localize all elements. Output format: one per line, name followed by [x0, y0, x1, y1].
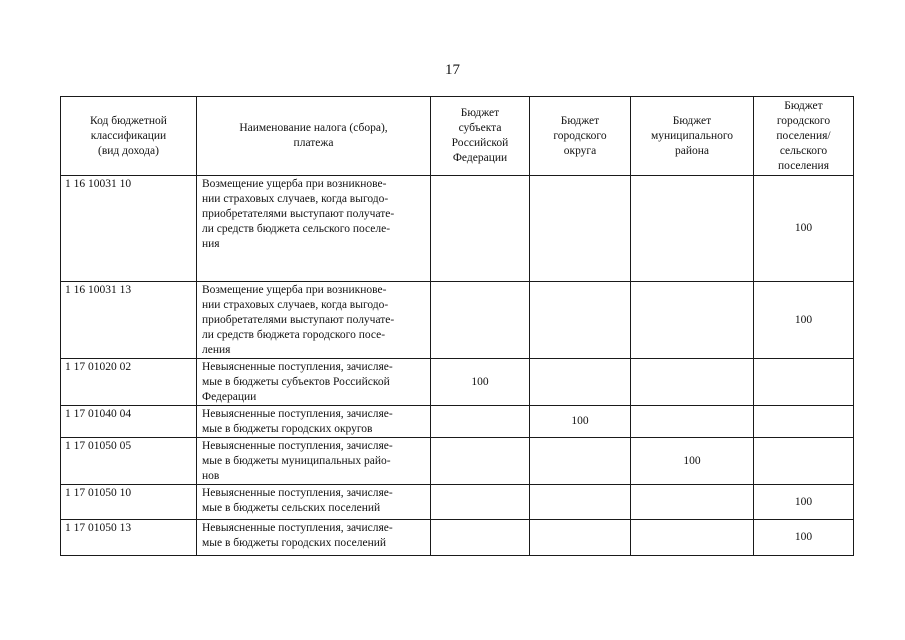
row-name: Невыясненные поступления, зачисляе- мые в бюджеты городских округов — [197, 406, 431, 438]
row-municipal-district-value: 100 — [631, 438, 754, 485]
table-row — [61, 359, 854, 406]
page-number: 17 — [445, 62, 460, 78]
row-municipal-district-value — [631, 520, 754, 556]
row-city-district-value — [530, 485, 631, 520]
row-municipal-district-value — [631, 485, 754, 520]
header-city-district-budget: Бюджет городского округа — [530, 97, 631, 176]
row-settlement-value — [754, 406, 854, 438]
row-settlement-value — [754, 359, 854, 406]
row-name: Возмещение ущерба при возникнове- нии страховых случаев, когда выгодо- приобретателями выступают получате- ли средств бюджета сельского поселе- ния — [197, 176, 431, 282]
row-code: 1 17 01050 10 — [61, 485, 197, 520]
row-municipal-district-value — [631, 359, 754, 406]
row-subject-value — [431, 282, 530, 359]
header-municipal-district-budget: Бюджет муниципального района — [631, 97, 754, 176]
table-row — [61, 438, 854, 485]
row-subject-value: 100 — [431, 359, 530, 406]
row-settlement-value: 100 — [754, 485, 854, 520]
table-header-row — [61, 97, 854, 176]
header-tax-name: Наименование налога (сбора), платежа — [197, 97, 431, 176]
table-row — [61, 485, 854, 520]
row-city-district-value — [530, 176, 631, 282]
row-settlement-value — [754, 438, 854, 485]
row-municipal-district-value — [631, 282, 754, 359]
row-subject-value — [431, 485, 530, 520]
row-city-district-value — [530, 282, 631, 359]
budget-distribution-table — [60, 96, 854, 556]
row-settlement-value: 100 — [754, 176, 854, 282]
row-subject-value — [431, 176, 530, 282]
table-row — [61, 520, 854, 556]
row-municipal-district-value — [631, 176, 754, 282]
header-classification-code: Код бюджетной классификации (вид дохода) — [61, 97, 197, 176]
row-name: Невыясненные поступления, зачисляе- мые в бюджеты сельских поселений — [197, 485, 431, 520]
row-code: 1 17 01020 02 — [61, 359, 197, 406]
row-code: 1 17 01050 13 — [61, 520, 197, 556]
row-city-district-value — [530, 520, 631, 556]
row-city-district-value — [530, 438, 631, 485]
row-code: 1 16 10031 13 — [61, 282, 197, 359]
row-code: 1 17 01040 04 — [61, 406, 197, 438]
header-subject-budget: Бюджет субъекта Российской Федерации — [431, 97, 530, 176]
row-name: Возмещение ущерба при возникнове- нии страховых случаев, когда выгодо- приобретателями выступают получате- ли средств бюджета городского посе- ления — [197, 282, 431, 359]
row-code: 1 17 01050 05 — [61, 438, 197, 485]
row-city-district-value: 100 — [530, 406, 631, 438]
table-row — [61, 176, 854, 282]
row-subject-value — [431, 438, 530, 485]
table-row — [61, 406, 854, 438]
row-name: Невыясненные поступления, зачисляе- мые в бюджеты городских поселений — [197, 520, 431, 556]
header-settlement-budget: Бюджет городского поселения/ сельского поселения — [754, 97, 854, 176]
row-subject-value — [431, 406, 530, 438]
row-name: Невыясненные поступления, зачисляе- мые в бюджеты субъектов Российской Федерации — [197, 359, 431, 406]
row-municipal-district-value — [631, 406, 754, 438]
row-city-district-value — [530, 359, 631, 406]
row-settlement-value: 100 — [754, 282, 854, 359]
table-row — [61, 282, 854, 359]
row-subject-value — [431, 520, 530, 556]
row-code: 1 16 10031 10 — [61, 176, 197, 282]
row-name: Невыясненные поступления, зачисляе- мые в бюджеты муниципальных райо- нов — [197, 438, 431, 485]
row-settlement-value: 100 — [754, 520, 854, 556]
